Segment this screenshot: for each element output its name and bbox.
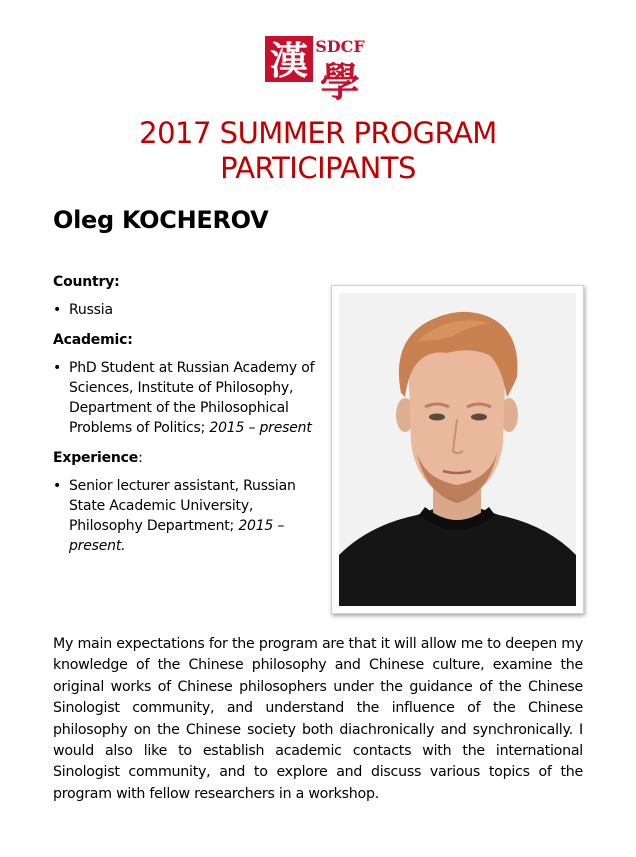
experience-label: Experience (53, 450, 139, 466)
portrait-photo (339, 293, 576, 606)
country-heading (53, 270, 318, 294)
logo-char-2: 學 (320, 60, 360, 106)
page-title (0, 116, 636, 186)
participant-info (53, 270, 318, 564)
sdcf-logo-mark (262, 32, 374, 108)
country-value: • Russia (53, 300, 318, 320)
academic-colon: : (127, 332, 133, 348)
experience-colon: : (138, 450, 143, 466)
academic-heading (53, 328, 318, 352)
academic-text: PhD Student at Russian Academy of Sciences, Institute of Philosophy, Department of the Philosophical Problems of Politics; (69, 360, 315, 436)
experience-value (53, 476, 318, 556)
academic-period: 2015 – present (209, 420, 312, 436)
title-line-1: 2017 SUMMER PROGRAM (139, 116, 497, 150)
experience-heading (53, 446, 318, 470)
academic-value (53, 358, 318, 438)
experience-period: 2015 – present. (69, 518, 285, 554)
participant-statement: My main expectations for the program are that it will allow me to deepen my knowledge of the Chinese philosophy and Chinese culture, examine the original works of Chinese philosophers under the guidance of the Chinese Sinologist community, and understand the influence of the Chinese philosophy on the Chinese society both diachronically and synchronically. I would also like to establish academic contacts with the international Sinologist community, and to explore and discuss various topics of the program with fellow researchers in a workshop. (53, 636, 583, 802)
country-colon: : (114, 274, 120, 290)
portrait-illustration (339, 293, 576, 606)
logo-char-1: 漢 (269, 39, 309, 83)
experience-text: Senior lecturer assistant, Russian State Academic University, Philosophy Department; (69, 478, 296, 534)
title-line-2: PARTICIPANTS (220, 151, 416, 185)
country-label: Country (53, 274, 115, 290)
participant-name: Oleg KOCHEROV (53, 206, 269, 234)
sdcf-logo (262, 32, 374, 108)
portrait-frame (331, 285, 584, 614)
academic-label: Academic (53, 332, 128, 348)
logo-abbreviation: SDCF (315, 37, 365, 56)
